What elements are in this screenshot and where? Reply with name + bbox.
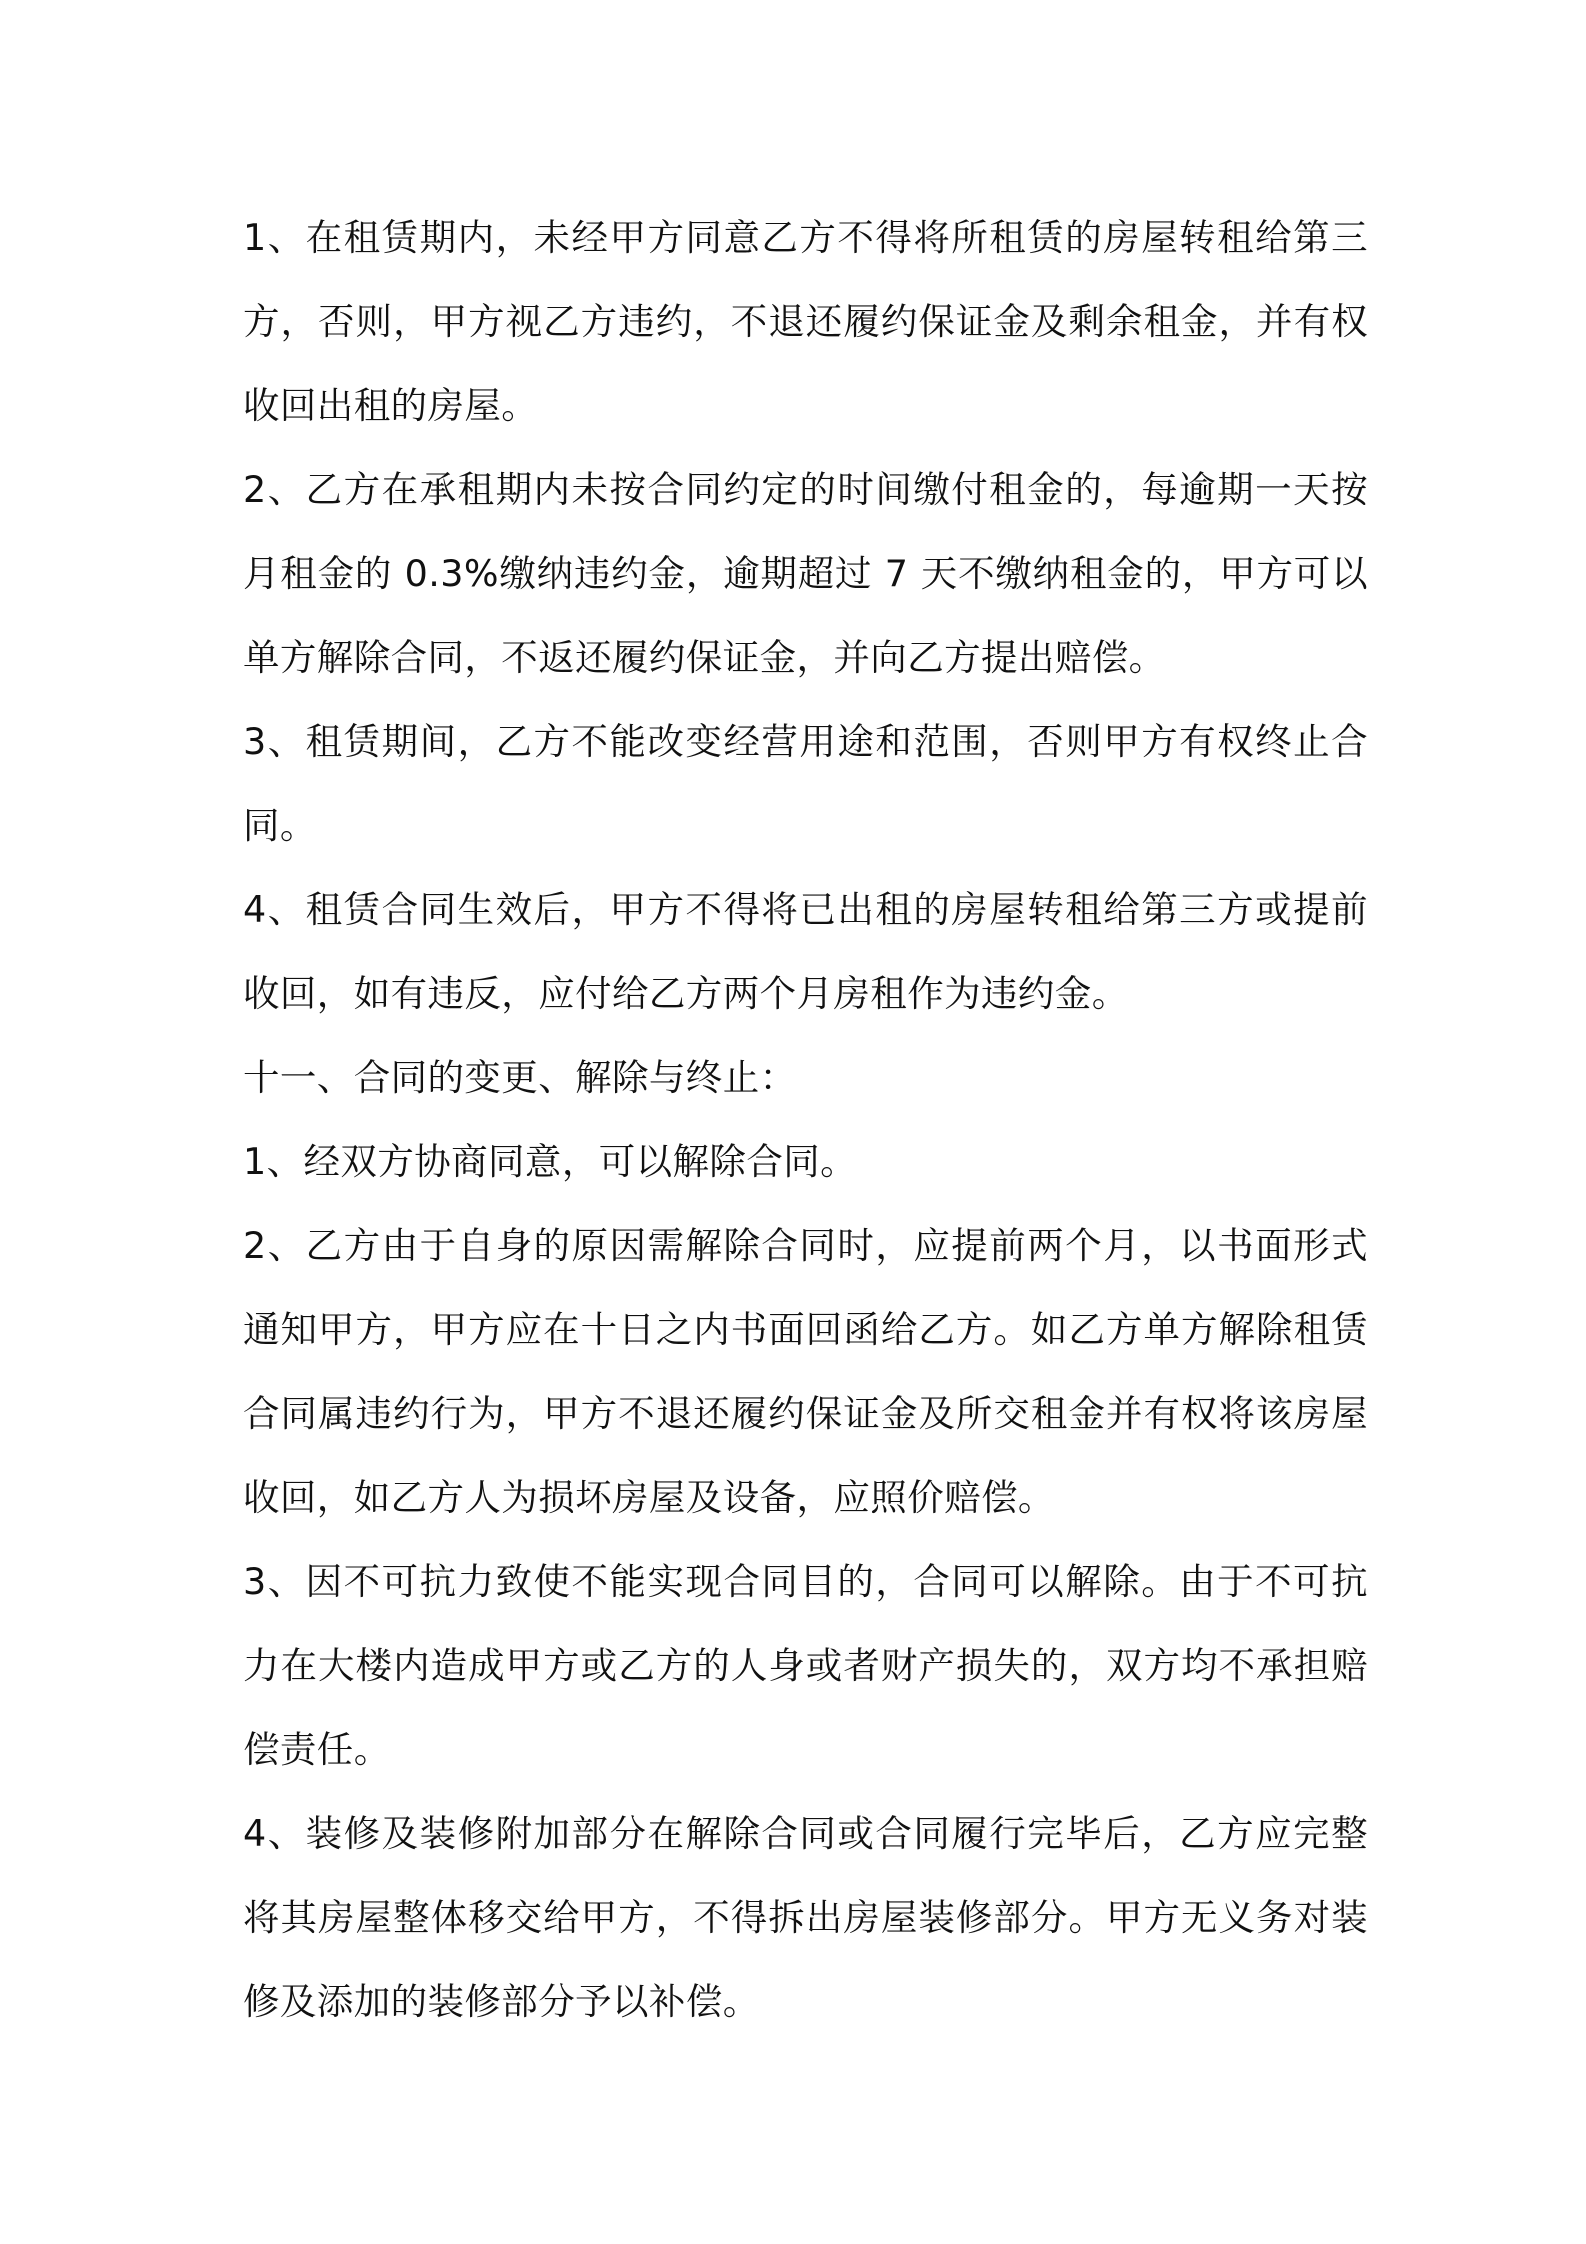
clause-2: 2、乙方在承租期内未按合同约定的时间缴付租金的，每逾期一天按月租金的 0.3%缴纳违约金，逾期超过 7 天不缴纳租金的，甲方可以单方解除合同，不返还履约保证金，并向乙方提出赔偿。 [243,468,1368,679]
section-11-clause-1: 1、经双方协商同意，可以解除合同。 [243,1140,858,1183]
clause-4: 4、租赁合同生效后，甲方不得将已出租的房屋转租给第三方或提前收回，如有违反，应付给乙方两个月房租作为违约金。 [243,888,1368,1015]
clause-3: 3、租赁期间，乙方不能改变经营用途和范围，否则甲方有权终止合同。 [243,720,1368,847]
section-11-clause-4: 4、装修及装修附加部分在解除合同或合同履行完毕后，乙方应完整将其房屋整体移交给甲方，不得拆出房屋装修部分。甲方无义务对装修及添加的装修部分予以补偿。 [243,1812,1368,2023]
section-11-clause-3: 3、因不可抗力致使不能实现合同目的，合同可以解除。由于不可抗力在大楼内造成甲方或乙方的人身或者财产损失的，双方均不承担赔偿责任。 [243,1560,1368,1771]
document-body [243,196,1368,2044]
section-heading-11: 十一、合同的变更、解除与终止： [243,1056,797,1099]
section-11-clause-2: 2、乙方由于自身的原因需解除合同时，应提前两个月，以书面形式通知甲方，甲方应在十日之内书面回函给乙方。如乙方单方解除租赁合同属违约行为，甲方不退还履约保证金及所交租金并有权将该房屋收回，如乙方人为损坏房屋及设备，应照价赔偿。 [243,1224,1368,1519]
clause-1: 1、在租赁期内，未经甲方同意乙方不得将所租赁的房屋转租给第三方，否则，甲方视乙方违约，不退还履约保证金及剩余租金，并有权收回出租的房屋。 [243,216,1368,427]
